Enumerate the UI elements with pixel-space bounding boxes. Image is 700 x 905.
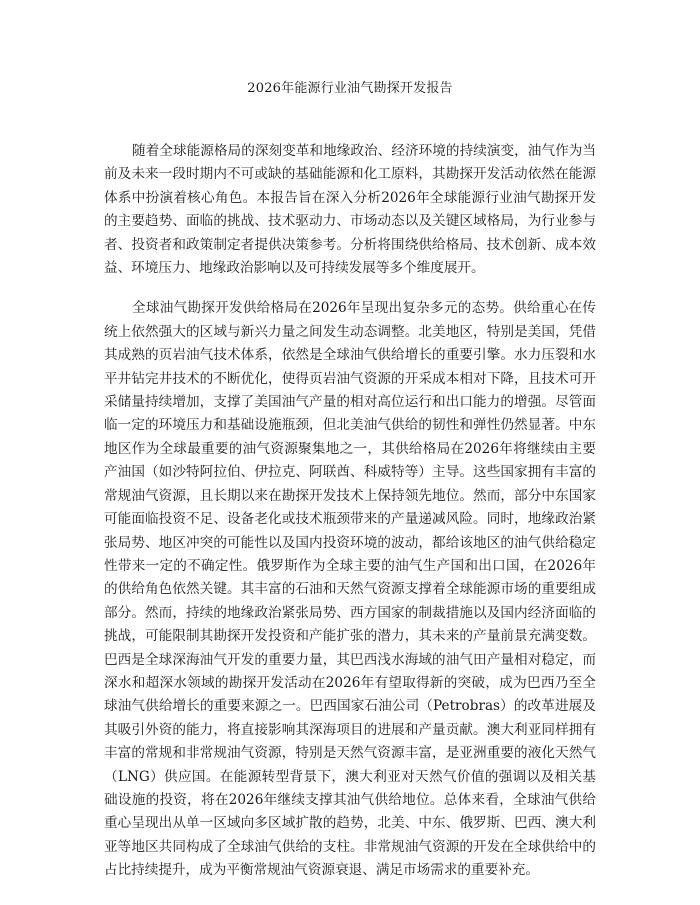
document-body (104, 140, 596, 883)
document-title: 2026年能源行业油气勘探开发报告 (247, 81, 453, 96)
intro-paragraph: 随着全球能源格局的深刻变革和地缘政治、经济环境的持续演变，油气作为当前及未来一段时期内不可或缺的基础能源和化工原料，其勘探开发活动依然在能源体系中扮演着核心角色。本报告旨在深入分析2026年全球能源行业油气勘探开发的主要趋势、面临的挑战、技术驱动力、市场动态以及关键区域格局，为行业参与者、投资者和政策制定者提供决策参考。分析将围绕供给格局、技术创新、成本效益、环境压力、地缘政治影响以及可持续发展等多个维度展开。 (104, 143, 596, 277)
supply-paragraph: 全球油气勘探开发供给格局在2026年呈现出复杂多元的态势。供给重心在传统上依然强大的区域与新兴力量之间发生动态调整。北美地区，特别是美国，凭借其成熟的页岩油气技术体系，依然是全球油气供给增长的重要引擎。水力压裂和水平井钻完井技术的不断优化，使得页岩油气资源的开采成本相对下降，且技术可开采储量持续增加，支撑了美国油气产量的相对高位运行和出口能力的增强。尽管面临一定的环境压力和基础设施瓶颈，但北美油气供给的韧性和弹性仍然显著。中东地区作为全球最重要的油气资源聚集地之一，其供给格局在2026年将继续由主要产油国（如沙特阿拉伯、伊拉克、阿联酋、科威特等）主导。这些国家拥有丰富的常规油气资源，且长期以来在勘探开发技术上保持领先地位。然而，部分中东国家可能面临投资不足、设备老化或技术瓶颈带来的产量递减风险。同时，地缘政治紧张局势、地区冲突的可能性以及国内投资环境的波动，都给该地区的油气供给稳定性带来一定的不确定性。俄罗斯作为全球主要的油气生产国和出口国，在2026年的供给角色依然关键。其丰富的石油和天然气资源支撑着全球能源市场的重要组成部分。然而，持续的地缘政治紧张局势、西方国家的制裁措施以及国内经济面临的挑战，可能限制其勘探开发投资和产能扩张的潜力，其未来的产量前景充满变数。巴西是全球深海油气开发的重要力量，其巴西浅水海域的油气田产量相对稳定，而深水和超深水领域的勘探开发活动在2026年有望取得新的突破，成为巴西乃至全球油气供给增长的重要来源之一。巴西国家石油公司（Petrobras）的改革进展及其吸引外资的能力，将直接影响其深海项目的进展和产量贡献。澳大利亚同样拥有丰富的常规和非常规油气资源，特别是天然气资源丰富，是亚洲重要的液化天然气（LNG）供应国。在能源转型背景下，澳大利亚对天然气价值的强调以及相关基础设施的投资，将在2026年继续支撑其油气供给地位。总体来看，全球油气供给重心呈现出从单一区域向多区域扩散的趋势，北美、中东、俄罗斯、巴西、澳大利亚等地区共同构成了全球油气供给的支柱。非常规油气资源的开发在全球供给中的占比持续提升，成为平衡常规油气资源衰退、满足市场需求的重要补充。 (104, 300, 596, 879)
